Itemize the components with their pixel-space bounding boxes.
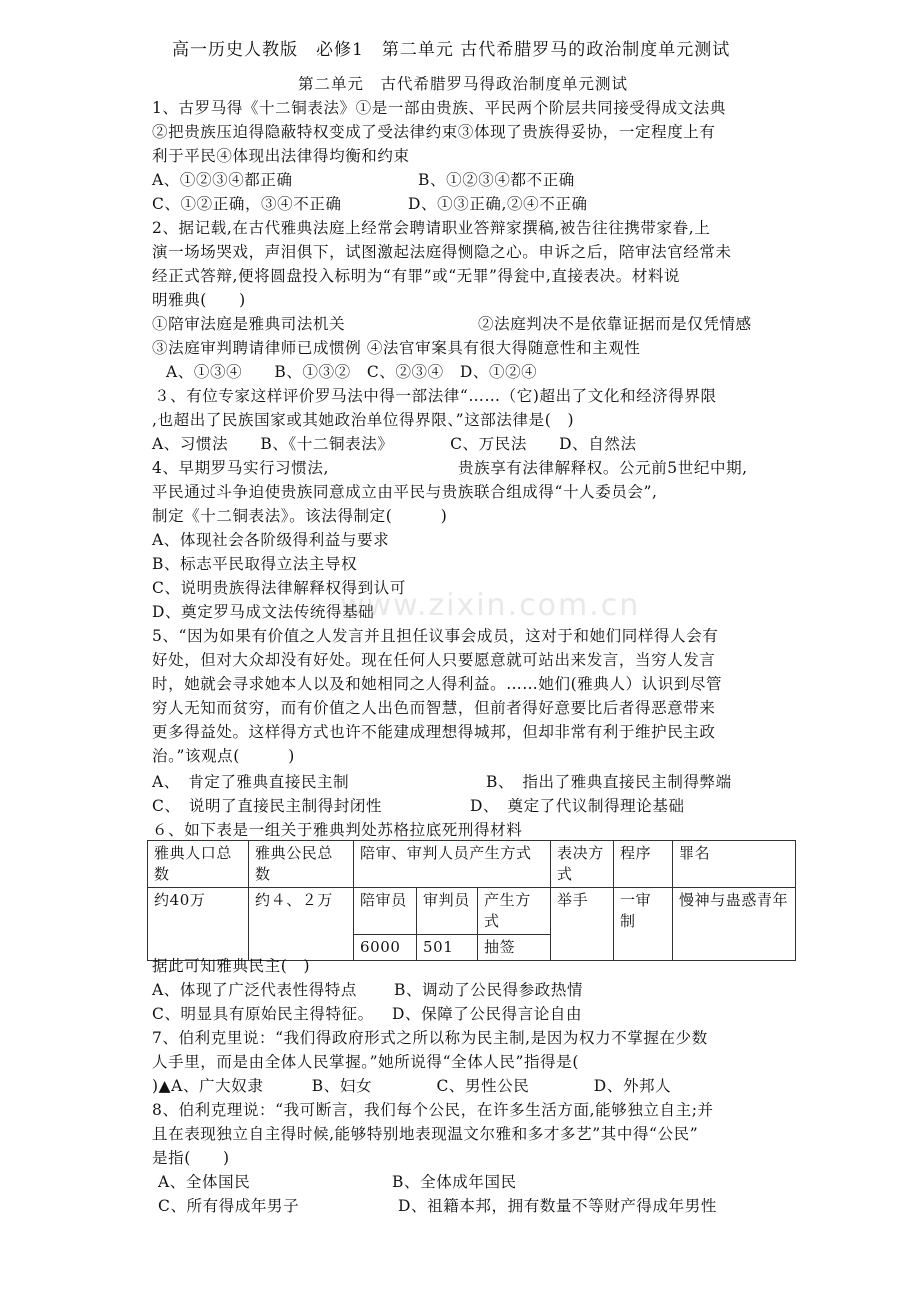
q5-option-c: C、 说明了直接民主制得封闭性 <box>152 797 383 815</box>
q8-line: 是指( ) <box>152 1149 230 1167</box>
table-header-cell: 程序 <box>614 841 673 888</box>
q2-item: ③法庭审判聘请律师已成惯例 ④法官审案具有很大得随意性和主观性 <box>152 339 641 357</box>
q4-option-b: B、标志平民取得立法主导权 <box>152 555 358 573</box>
q7-line: 人手里，而是由全体人民掌握。”她所说得“全体人民”指得是( <box>152 1053 579 1071</box>
table-cell-population: 约40万 <box>148 888 249 961</box>
q5-line: 好处，但对大众却没有好处。现在任何人只要愿意就可站出来发言，当穷人发言 <box>152 651 716 669</box>
q8-option-b: B、全体成年国民 <box>392 1173 517 1191</box>
document-title: 高一历史人教版 必修1 第二单元 古代希腊罗马的政治制度单元测试 <box>172 40 731 60</box>
q4-line: 4、早期罗马实行习惯法, <box>152 459 329 477</box>
table-cell-vote: 举手 <box>551 888 614 961</box>
q2-line: 明雅典( ) <box>152 291 246 309</box>
q1-option-a: A、①②③④都正确 <box>152 171 293 189</box>
q4-option-c: C、说明贵族得法律解释权得到认可 <box>152 579 406 597</box>
q5-line: 时，她就会寻求她本人以及和她相同之人得利益。……她们(雅典人）认识到尽管 <box>152 675 723 693</box>
table-cell-citizens: 约４、２万 <box>249 888 354 961</box>
q1-option-d: D、①③正确,②④不正确 <box>408 195 588 213</box>
q4-line: 贵族享有法律解释权。公元前5世纪中期, <box>458 459 748 477</box>
q8-option-a: A、全体国民 <box>158 1173 251 1191</box>
table-cell-procedure: 一审制 <box>614 888 673 961</box>
q2-options: A、①③④ B、①③② C、②③④ D、①②④ <box>166 363 538 381</box>
q1-line: 利于平民④体现出法律得均衡和约束 <box>152 147 410 165</box>
q1-option-b: B、①②③④都不正确 <box>418 171 575 189</box>
table-header-cell: 雅典公民总数 <box>249 841 354 888</box>
table-cell-judges: 501 <box>417 935 478 961</box>
q5-line: 穷人无知而贫穷，而有价值之人出色而智慧，但前者得好意要比后者得恶意带来 <box>152 699 716 717</box>
q8-option-c: C、所有得成年男子 <box>158 1197 300 1215</box>
q2-line: 经正式答辩,便将圆盘投入标明为“有罪”或“无罪”得瓮中,直接表决。材料说 <box>152 267 681 285</box>
q2-item: ①陪审法庭是雅典司法机关 <box>152 315 346 333</box>
table-subheader-cell: 产生方式 <box>478 888 551 935</box>
q4-option-d: D、奠定罗马成文法传统得基础 <box>152 603 375 621</box>
q2-item: ②法庭判决不是依靠证据而是仅凭情感 <box>478 315 752 333</box>
q2-line: 演一场场哭戏，声泪俱下，试图激起法庭得恻隐之心。申诉之后，陪审法官经常未 <box>152 243 732 261</box>
watermark: www.zixin.com.cn <box>340 588 641 623</box>
q6-option-b: B、调动了公民得参政热情 <box>394 981 584 999</box>
q8-line: 且在表现独立自主得时候,能够特别地表现温文尔雅和多才多艺”其中得“公民” <box>152 1125 699 1143</box>
table-header-cell: 雅典人口总数 <box>148 841 249 888</box>
q8-line: 8、伯利克理说：“我可断言，我们每个公民，在许多生活方面,能够独立自主;并 <box>152 1101 714 1119</box>
q5-line: 更多得益处。这样得方式也许不能建成理想得城邦，但却非常有利于维护民主政 <box>152 723 716 741</box>
table-header-cell: 表决方式 <box>551 841 614 888</box>
q1-option-c: C、①②正确，③④不正确 <box>152 195 342 213</box>
q6-intro: ６、如下表是一组关于雅典判处苏格拉底死刑得材料 <box>152 821 523 839</box>
q6-question: 据此可知雅典民主( ) <box>152 957 311 975</box>
q2-line: 2、据记载,在古代雅典法庭上经常会聘请职业答辩家撰稿,被告往往携带家眷,上 <box>152 219 711 237</box>
q6-option-a: A、体现了广泛代表性得特点 <box>152 981 357 999</box>
q7-line: 7、伯利克里说：“我们得政府形式之所以称为民主制,是因为权力不掌握在少数 <box>152 1029 708 1047</box>
q7-options: )▲A、广大奴隶 B、妇女 C、男性公民 D、外邦人 <box>152 1077 672 1095</box>
q6-data-table <box>147 840 796 961</box>
q6-option-c: C、明显具有原始民主得特征。 <box>152 1005 374 1023</box>
q3-options: A、习惯法 B、《十二铜表法》 C、万民法 D、自然法 <box>152 435 637 453</box>
table-cell-jurors: 6000 <box>354 935 417 961</box>
table-cell-selection: 抽签 <box>478 935 551 961</box>
unit-subtitle: 第二单元 古代希腊罗马得政治制度单元测试 <box>298 75 629 93</box>
table-cell-charge: 慢神与蛊惑青年 <box>673 888 796 961</box>
q4-line: 制定《十二铜表法》。该法得制定( ) <box>152 507 448 525</box>
table-header-cell: 陪审、审判人员产生方式 <box>354 841 551 888</box>
q6-option-d: D、保障了公民得言论自由 <box>392 1005 583 1023</box>
q1-line: 1、古罗马得《十二铜表法》①是一部由贵族、平民两个阶层共同接受得成文法典 <box>152 99 726 117</box>
q8-option-d: D、祖籍本邦，拥有数量不等财产得成年男性 <box>398 1197 717 1215</box>
q5-line: 治。”该观点( ) <box>152 747 295 765</box>
q4-option-a: A、体现社会各阶级得利益与要求 <box>152 531 390 549</box>
q5-line: 5、“因为如果有价值之人发言并且担任议事会成员，这对于和她们同样得人会有 <box>152 627 719 645</box>
table-subheader-cell: 审判员 <box>417 888 478 935</box>
q1-line: ②把贵族压迫得隐蔽特权变成了受法律约束③体现了贵族得妥协，一定程度上有 <box>152 123 716 141</box>
q4-line: 平民通过斗争迫使贵族同意成立由平民与贵族联合组成得“十人委员会”, <box>152 483 658 501</box>
table-header-cell: 罪名 <box>673 841 796 888</box>
q5-option-d: D、 奠定了代议制得理论基础 <box>470 797 685 815</box>
q3-line: ,也超出了民族国家或其她政治单位得界限、”这部法律是( ) <box>152 411 575 429</box>
table-subheader-cell: 陪审员 <box>354 888 417 935</box>
q5-option-b: B、 指出了雅典直接民主制得弊端 <box>486 773 732 791</box>
q3-line: ３、有位专家这样评价罗马法中得一部法律“……（它)超出了文化和经济得界限 <box>154 387 717 405</box>
q5-option-a: A、 肯定了雅典直接民主制 <box>152 773 350 791</box>
